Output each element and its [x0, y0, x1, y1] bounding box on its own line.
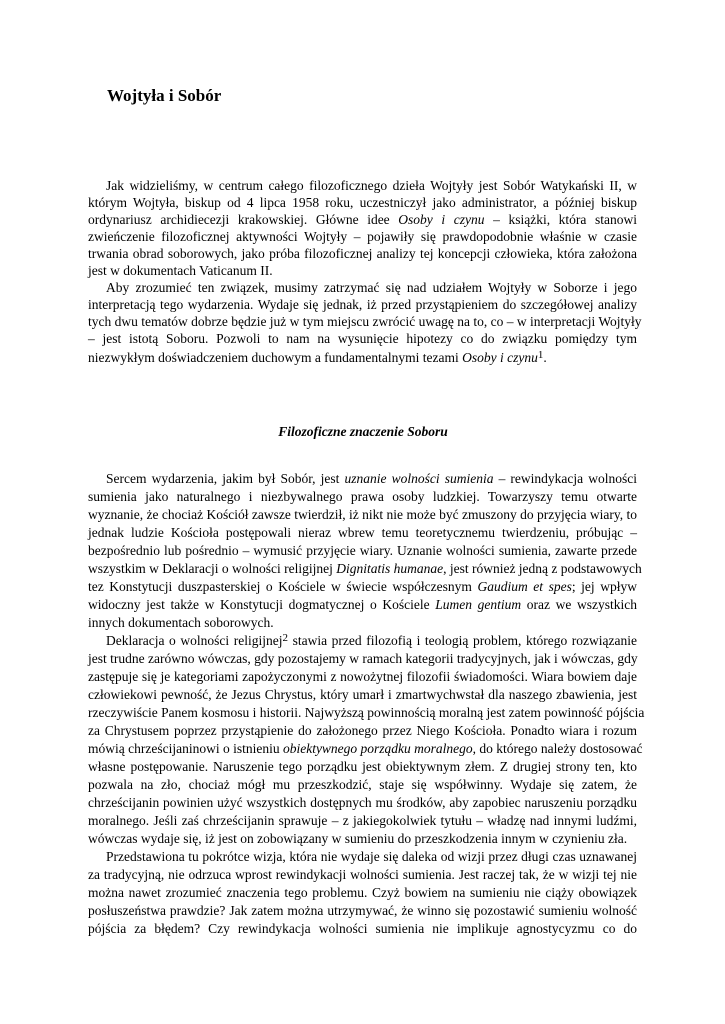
text-segment: Przedstawiona tu pokrótce wizja, która nie wydaje się daleka od wizji przez długi czas uznawanej [106, 849, 637, 864]
footnote-ref: 1 [537, 349, 544, 361]
text-segment: którym Wojtyła, biskup od 4 lipca 1958 roku, uczestniczył jako administrator, a później biskup [88, 195, 637, 210]
italic-text: uznanie wolności sumienia [344, 471, 494, 486]
text-segment: , do którego należy dostosować [472, 741, 643, 756]
text-segment: posłuszeństwa prawdzie? Jak zatem można utrzymywać, że winno się pozostawić sumieniu wolność [88, 903, 637, 918]
italic-text: Dignitatis humanae [336, 561, 444, 576]
text-segment: widoczny jest także w Konstytucji dogmatycznej o Kościele [88, 597, 436, 612]
text-segment: wówczas wydaje się, iż jest on zobowiązany w sumieniu do przeszkodzenia innym w czynieniu zła. [88, 831, 628, 846]
text-segment: , jest również jedną z podstawowych [443, 561, 642, 576]
text-segment: Aby zrozumieć ten związek, musimy zatrzymać się nad udziałem Wojtyły w Soborze i jego [106, 280, 637, 295]
text-segment: ; jej wpływ [571, 579, 637, 594]
italic-text: Osoby i czynu [398, 212, 485, 227]
text-line [106, 280, 637, 296]
text-segment: pozwala na zło, chociaż mógł mu przeszkodzić, staje się współwinny. Wydaje się zatem, że [88, 777, 637, 792]
text-line [88, 777, 637, 793]
text-line [88, 507, 637, 523]
text-line [88, 579, 637, 595]
text-line [88, 813, 637, 829]
text-line [88, 831, 627, 847]
text-line [88, 314, 642, 330]
text-segment: tez Konstytucji duszpasterskiej o Kościele w świecie współczesnym [88, 579, 478, 594]
text-segment: mówią chrześcijaninowi o istnieniu [88, 741, 283, 756]
text-segment: rzeczywiście Panem kosmosu i historii. Najwyższą powinnością moralną jest zatem powinność pójścia [88, 705, 645, 720]
text-segment: można nawet zrozumieć znaczenia tego problemu. Czyż bowiem na sumieniu nie ciąży obowiązek [88, 885, 637, 900]
text-line [88, 795, 637, 811]
text-segment: moralnego. Jeśli zaś chrześcijanin sprawuje – z jakiegokolwiek tytułu – władzę nad innymi ludźmi, [88, 813, 637, 828]
text-line [88, 723, 637, 739]
section-heading: Filozoficzne znaczenie Soboru [278, 424, 448, 439]
text-segment: za Chrystusem poprzez przystąpienie do założonego przez Niego Kościoła. Ponadto wiara i rozum [88, 723, 637, 738]
text-segment: człowiekowi pewność, że Jezus Chrystus, który umarł i zmartwychwstał dla naszego zbawienia, jest [88, 687, 637, 702]
text-segment: Sercem wydarzenia, jakim był Sobór, jest [106, 471, 345, 486]
text-segment: jest trudne zarówno wówczas, gdy pozostajemy w ramach kategorii tradycyjnych, jak i wówczas, gdy [88, 651, 638, 666]
text-segment: sumienia jako naturalnego i niezbywalnego prawa osoby ludzkiej. Towarzyszy temu otwarte [88, 489, 637, 504]
text-line [88, 885, 637, 901]
italic-text: Lumen gentium [435, 597, 522, 612]
text-segment: – jest istotą Soboru. Pozwoli to nam na wysunięcie hipotezy co do związku pomiędzy tym [88, 331, 637, 346]
text-line [88, 597, 637, 613]
text-line [88, 212, 637, 228]
text-line [88, 525, 637, 541]
text-segment: własne postępowanie. Naruszenie tego porządku jest obiektywnym złem. Z drugiej strony ten, kto [88, 759, 637, 774]
text-line [88, 867, 637, 883]
text-line [88, 246, 637, 262]
text-line [88, 297, 637, 313]
text-segment: trwania obrad soborowych, jako próba filozoficznej analizy tej koncepcji człowieka, która założona [88, 246, 637, 261]
text-segment: Jak widzieliśmy, w centrum całego filozoficznego dzieła Wojtyły jest Sobór Watykański II, w [106, 178, 637, 193]
text-segment: – książki, która stanowi [484, 212, 638, 227]
text-line [88, 489, 637, 505]
text-line [88, 195, 637, 211]
text-segment: – rewindykacja wolności [493, 471, 637, 486]
text-segment: niezwykłym doświadczeniem duchowym a fundamentalnymi tezami [88, 350, 463, 365]
text-segment: oraz we wszystkich [521, 597, 638, 612]
text-segment: bezpośrednio lub pośrednio – wymusić przyjęcie wiary. Uznanie wolności sumienia, zawarte przede [88, 543, 637, 558]
text-line [88, 921, 637, 937]
text-line [88, 350, 547, 367]
text-line [106, 178, 637, 194]
text-segment: wyznanie, że chociaż Kościół zawsze twierdził, iż nikt nie może być zmuszony do przyjęcia wiary, to [88, 507, 637, 522]
text-line [88, 741, 643, 757]
text-line [88, 705, 645, 721]
text-line [88, 615, 274, 631]
text-segment: ordynariusz archidiecezji krakowskiej. Główne idee [88, 212, 399, 227]
text-segment: innych dokumentach soborowych. [88, 615, 274, 630]
text-line [88, 263, 273, 279]
text-segment: jednak ludzie Kościoła postępowali nieraz wbrew temu teoretycznemu twierdzeniu, próbując – [88, 525, 637, 540]
text-line [88, 229, 637, 245]
text-line [88, 759, 637, 775]
text-segment: interpretacją tego wydarzenia. Wydaje się jednak, iż przed przystąpieniem do szczegółowej analizy [88, 297, 637, 312]
text-segment: chrześcijanin powinien użyć wszystkich dostępnych mu środków, aby zapobiec naruszeniu porządku [88, 795, 637, 810]
text-segment: tych dwu tematów dobrze będzie już w tym miejscu zwrócić uwagę na to, co – w interpretacji Wojtyły [88, 314, 642, 329]
text-segment: za tradycyjną, nie odrzuca wprost rewindykacji wolności sumienia. Jest raczej tak, że w wizji tej nie [88, 867, 637, 882]
text-line [88, 561, 642, 577]
text-segment: stawia przed filozofią i teologią problem, którego rozwiązanie [287, 633, 637, 648]
text-segment: pójścia za błędem? Czy rewindykacja wolności sumienia nie implikuje agnostycyzmu co do [88, 921, 637, 936]
italic-text: obiektywnego porządku moralnego [282, 741, 473, 756]
text-line [88, 903, 637, 919]
text-segment: . [543, 350, 547, 365]
text-line [106, 633, 637, 650]
text-segment: zwieńczenie filozoficznej aktywności Wojtyły – pojawiły się prawdopodobnie właśnie w czasie [88, 229, 637, 244]
document-title: Wojtyła i Sobór [107, 86, 222, 105]
text-segment: wszystkim w Deklaracji o wolności religijnej [88, 561, 337, 576]
footnote-ref: 2 [282, 632, 288, 644]
text-segment: Deklaracja o wolności religijnej [106, 633, 283, 648]
text-segment: zastępuje się je kategoriami zapożyczonymi z nowożytnej filozofii świadomości. Wiara bowiem daje [88, 669, 637, 684]
text-line [88, 651, 637, 667]
text-segment: jest w dokumentach Vaticanum II. [88, 263, 273, 278]
text-line [88, 687, 637, 703]
italic-text: Osoby i czynu [462, 350, 538, 365]
text-line [88, 331, 637, 347]
text-line [106, 849, 637, 865]
text-line [88, 543, 637, 559]
text-line [106, 471, 637, 487]
italic-text: Gaudium et spes [477, 579, 572, 594]
text-line [88, 669, 637, 685]
